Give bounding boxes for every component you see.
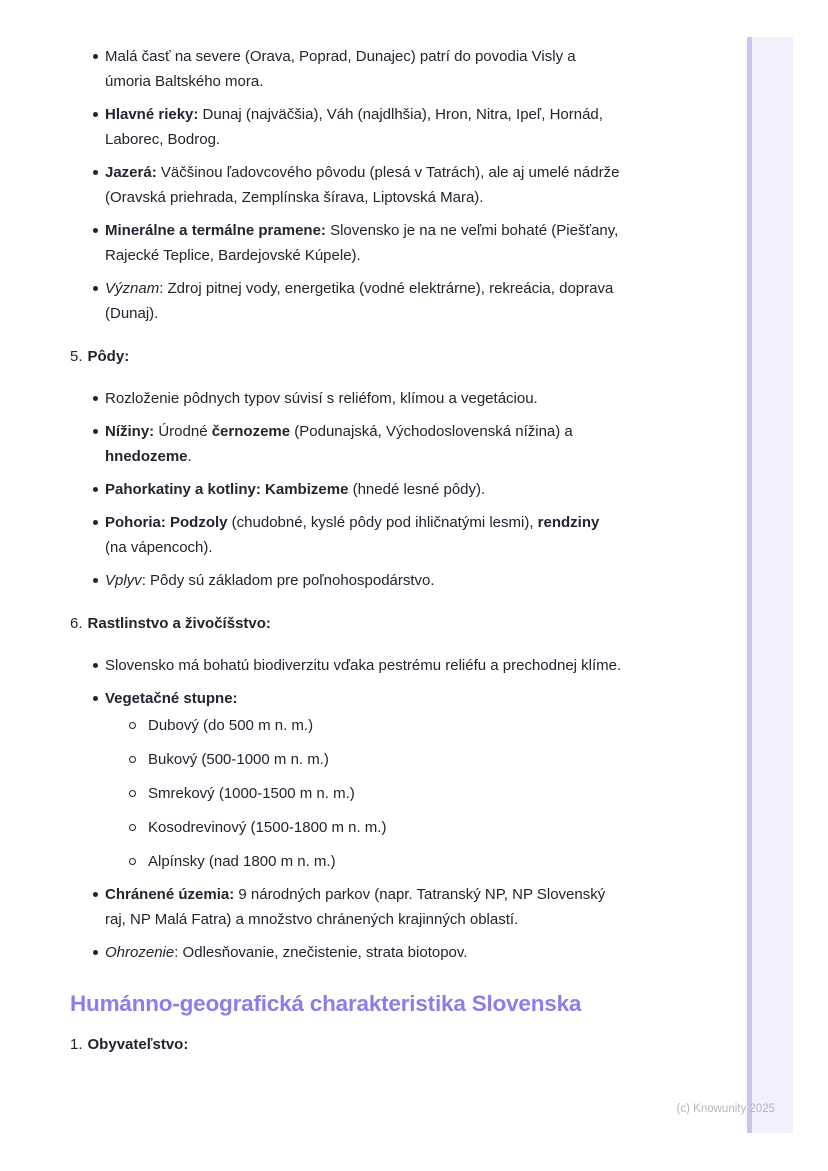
text-segment: černozeme [211, 423, 291, 440]
list-item [0, 160, 625, 210]
text-segment: Jazerá: [105, 164, 157, 181]
text-segment: Význam [105, 280, 160, 297]
list-item [0, 882, 625, 932]
chapter-heading: Humánno-geografická charakteristika Slovenska [70, 991, 582, 1016]
text-segment: rendziny [537, 514, 600, 531]
text-segment: Väčšinou ľadovcového pôvodu (plesá v Tatrách), ale aj umelé nádrže (Oravská priehrada, Zemplínska šírava, Liptovská Mara). [105, 164, 620, 206]
bullet-icon [93, 578, 98, 583]
text-segment: Hlavné rieky: [105, 106, 199, 123]
bullet-icon [93, 950, 98, 955]
text-segment: : Pôdy sú základom pre poľnohospodárstvo. [141, 572, 435, 589]
list-item [0, 940, 625, 965]
text-segment: Dunaj (najväčšia), Váh (najdlhšia), Hron, Nitra, Ipeľ, Hornád, Laborec, Bodrog. [105, 106, 603, 148]
text-segment: Chránené územia: [105, 886, 235, 903]
circle-bullet-icon [129, 824, 136, 831]
bullet-icon [93, 429, 98, 434]
bullet-icon [93, 228, 98, 233]
text-segment: Alpínsky (nad 1800 m n. m.) [148, 853, 336, 870]
list-item [105, 713, 588, 738]
watermark: (c) Knowunity 2025 [676, 1103, 775, 1115]
bullet-icon [93, 286, 98, 291]
bullet-icon [93, 892, 98, 897]
list-item [0, 510, 625, 560]
vegetation-levels-list [105, 713, 625, 874]
section-title: Rastlinstvo a živočíšstvo: [87, 615, 271, 632]
circle-bullet-icon [129, 756, 136, 763]
flora-fauna-list [0, 653, 828, 965]
bullet-icon [93, 696, 98, 701]
list-item [0, 686, 625, 874]
list-item [0, 102, 625, 152]
bullet-icon [93, 487, 98, 492]
list-item [0, 568, 625, 593]
bullet-icon [93, 170, 98, 175]
text-segment: Kosodrevinový (1500-1800 m n. m.) [148, 819, 387, 836]
text-segment: . [187, 448, 192, 465]
list-item [0, 44, 625, 94]
bullet-icon [93, 112, 98, 117]
list-item [0, 276, 625, 326]
section-heading-soils [0, 344, 828, 369]
text-segment: Malá časť na severe (Orava, Poprad, Dunajec) patrí do povodia Visly a úmoria Baltského mora. [105, 48, 576, 90]
list-item [0, 477, 625, 502]
list-item [105, 849, 588, 874]
bullet-icon [93, 663, 98, 668]
text-segment: Pahorkatiny a kotliny: Kambizeme [105, 481, 349, 498]
text-segment: Ohrozenie [105, 944, 175, 961]
text-segment: Bukový (500-1000 m n. m.) [148, 751, 329, 768]
list-item [0, 218, 625, 268]
section-heading-population [0, 1032, 828, 1057]
text-segment: : Zdroj pitnej vody, energetika (vodné elektrárne), rekreácia, doprava (Dunaj). [105, 280, 614, 322]
text-segment: (na vápencoch). [105, 539, 213, 556]
circle-bullet-icon [129, 722, 136, 729]
text-segment: Úrodné [154, 423, 212, 440]
section-number: 1. [70, 1036, 83, 1053]
text-segment: (hnedé lesné pôdy). [348, 481, 486, 498]
list-item [105, 815, 588, 840]
soils-list [0, 386, 828, 593]
text-segment: Slovensko je na ne veľmi bohaté (Piešťany, Rajecké Teplice, Bardejovské Kúpele). [105, 222, 619, 264]
text-segment: Pohoria: Podzoly [105, 514, 228, 531]
list-item [105, 781, 588, 806]
list-item [0, 419, 625, 469]
section-title: Pôdy: [87, 348, 130, 365]
text-segment: Slovensko má bohatú biodiverzitu vďaka pestrému reliéfu a prechodnej klíme. [105, 657, 622, 674]
list-item [105, 747, 588, 772]
text-segment: (chudobné, kyslé pôdy pod ihličnatými lesmi), [227, 514, 538, 531]
circle-bullet-icon [129, 858, 136, 865]
text-segment: Minerálne a termálne pramene: [105, 222, 326, 239]
text-segment: Vplyv [105, 572, 142, 589]
section-title: Obyvateľstvo: [87, 1036, 189, 1053]
text-segment: : Odlesňovanie, znečistenie, strata biotopov. [174, 944, 468, 961]
text-segment: Vegetačné stupne: [105, 690, 238, 707]
text-segment: Rozloženie pôdnych typov súvisí s reliéfom, klímou a vegetáciou. [105, 390, 538, 407]
section-heading-flora-fauna [0, 611, 828, 636]
bullet-icon [93, 54, 98, 59]
text-segment: Dubový (do 500 m n. m.) [148, 717, 314, 734]
bullet-icon [93, 396, 98, 401]
hydrology-list [0, 44, 828, 326]
text-segment: Smrekový (1000-1500 m n. m.) [148, 785, 355, 802]
text-segment: (Podunajská, Východoslovenská nížina) a [290, 423, 573, 440]
text-segment: 9 národných parkov (napr. Tatranský NP, NP Slovenský raj, NP Malá Fatra) a množstvo chránených krajinných oblastí. [105, 886, 606, 928]
circle-bullet-icon [129, 790, 136, 797]
list-item [0, 386, 625, 411]
list-item [0, 653, 625, 678]
section-number: 5. [70, 348, 83, 365]
bullet-icon [93, 520, 98, 525]
section-number: 6. [70, 615, 83, 632]
text-segment: hnedozeme [105, 448, 188, 465]
text-segment: Nížiny: [105, 423, 155, 440]
